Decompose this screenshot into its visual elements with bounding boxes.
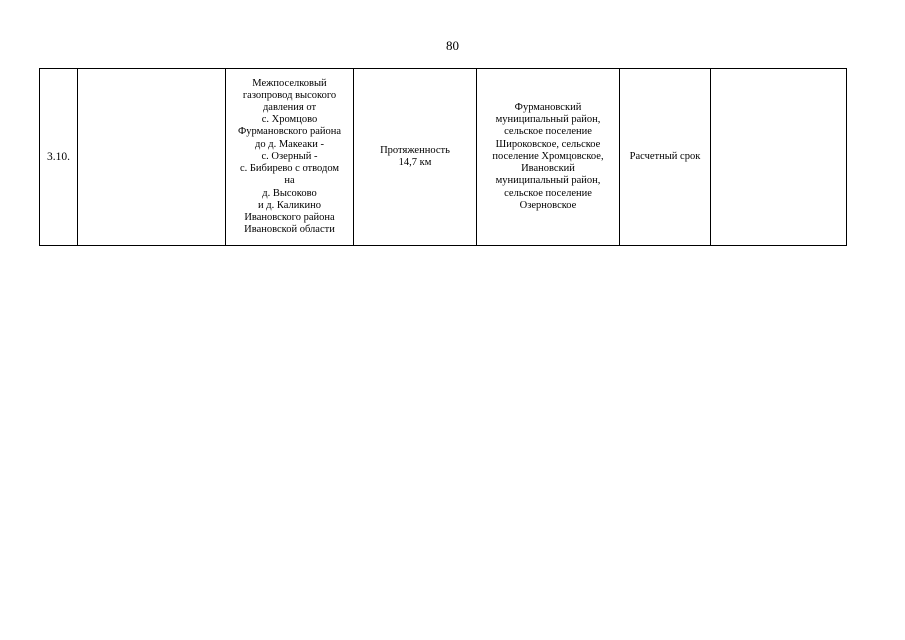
term-cell: Расчетный срок [620, 69, 711, 246]
row-index-cell: 3.10. [40, 69, 78, 246]
page-number: 80 [446, 38, 459, 53]
table-row [40, 69, 847, 246]
empty-cell [78, 69, 226, 246]
empty-cell [711, 69, 847, 246]
location-cell: Фурмановский муниципальный район, сельское поселение Широковское, сельское поселение Хромцовское, Ивановский муниципальный район, сельское поселение Озерновское [477, 69, 620, 246]
characteristics-cell: Протяженность 14,7 км [354, 69, 477, 246]
planning-table [39, 68, 847, 246]
object-name-cell: Межпоселковый газопровод высокого давления от с. Хромцово Фурмановского района до д. Макеаки - с. Озерный - с. Бибирево с отводом на д. Высоково и д. Каликино Ивановского района Ивановской области [226, 69, 354, 246]
